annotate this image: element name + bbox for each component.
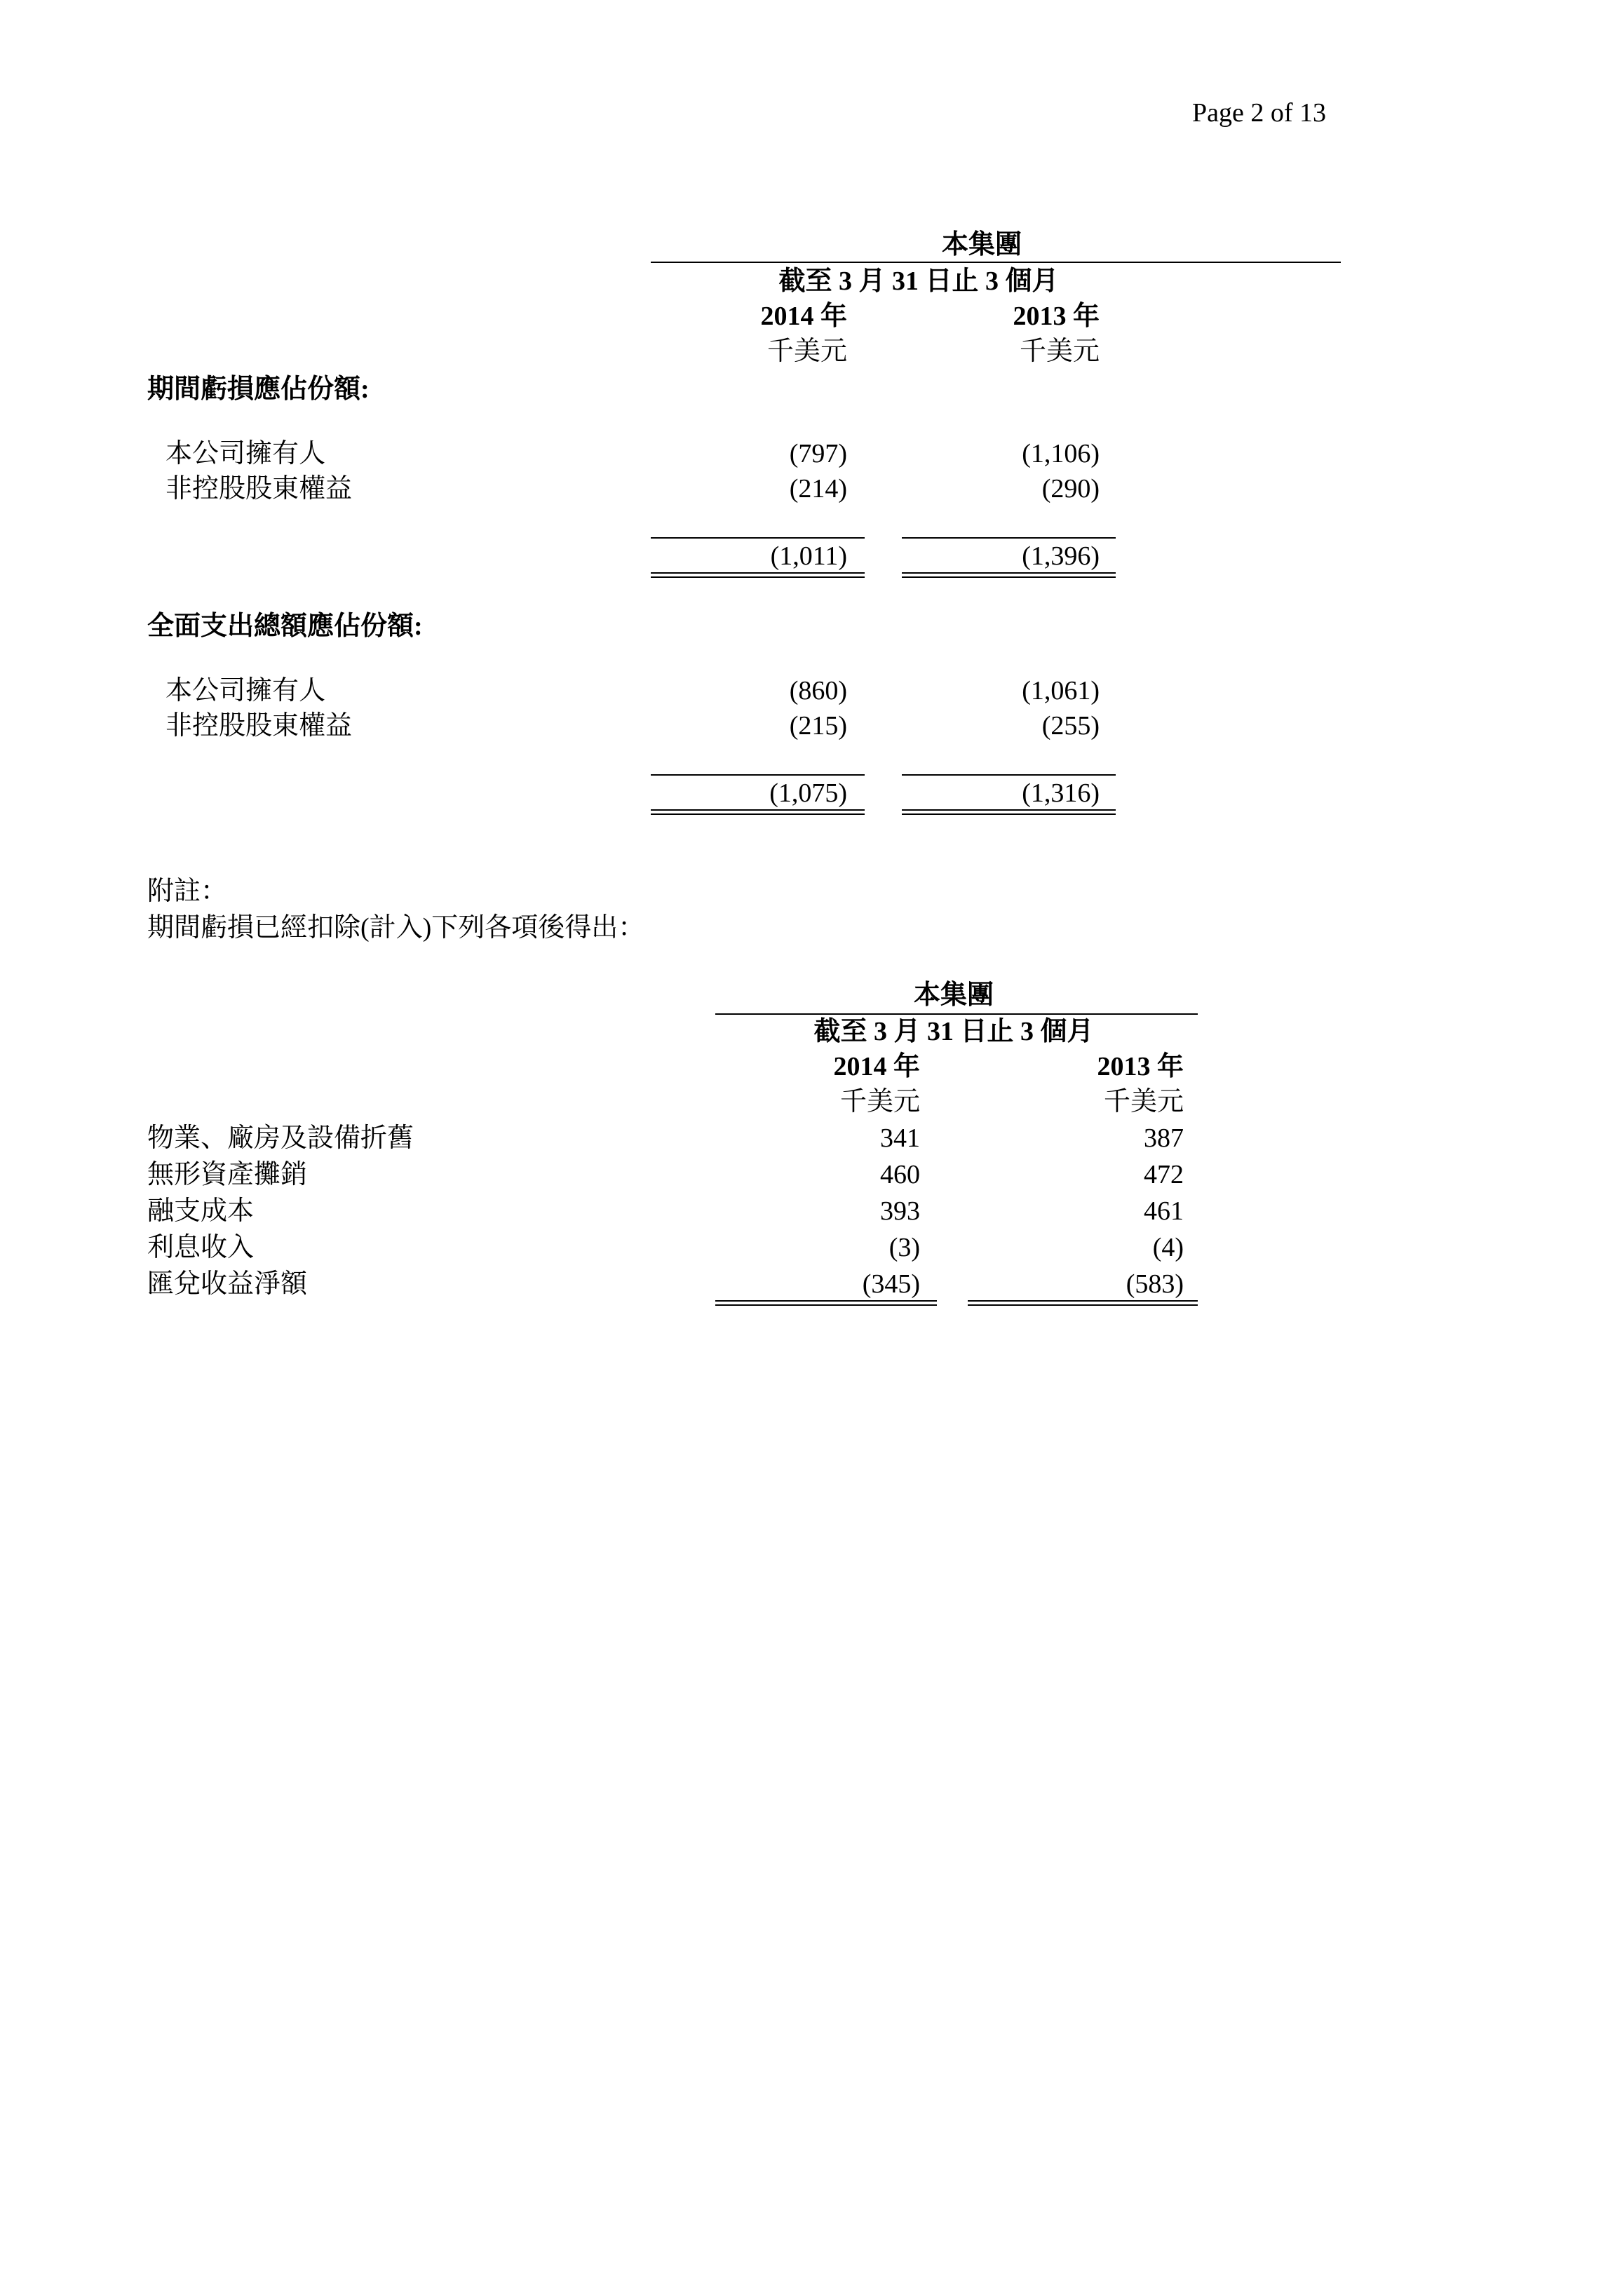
row-value-2013: (1,106) <box>1022 439 1100 468</box>
table1-period-label: 截至 3 月 31 日止 3 個月 <box>778 266 1059 296</box>
row-label: 融支成本 <box>147 1196 255 1226</box>
table2-col2-unit: 千美元 <box>1103 1087 1184 1116</box>
row-value-2013: (583) <box>1126 1269 1184 1299</box>
total-double-rule <box>902 572 1116 578</box>
row-value-2014: (215) <box>789 711 847 741</box>
subtotal-rule <box>651 774 865 776</box>
section-heading: 全面支出總額應佔份額: <box>147 612 423 641</box>
row-value-2013: (4) <box>1152 1233 1184 1262</box>
table1-col2-unit: 千美元 <box>1019 337 1100 366</box>
note-title: 附註： <box>147 877 228 906</box>
table1-group-label: 本集團 <box>941 230 1022 259</box>
row-value-2014: (860) <box>789 676 847 705</box>
row-label: 匯兌收益淨額 <box>147 1269 308 1299</box>
table2-group-label: 本集團 <box>913 980 994 1010</box>
row-value-2014: (214) <box>789 474 847 504</box>
section-heading: 期間虧損應佔份額: <box>147 374 370 404</box>
row-value-2013: (1,061) <box>1022 676 1100 705</box>
row-value-2014: (797) <box>789 439 847 468</box>
row-value-2014: (3) <box>888 1233 920 1262</box>
row-value-2013: (290) <box>1041 474 1100 504</box>
row-value-2013: 461 <box>1144 1196 1184 1226</box>
row-label: 物業、廠房及設備折舊 <box>147 1123 414 1153</box>
row-label: 利息收入 <box>147 1233 255 1262</box>
row-value-2013: (255) <box>1041 711 1100 741</box>
row-value-2014: 460 <box>880 1160 920 1189</box>
row-value-2014: (345) <box>862 1269 920 1299</box>
total-value-2014: (1,075) <box>769 778 847 808</box>
subtotal-rule <box>902 774 1116 776</box>
total-value-2013: (1,396) <box>1022 541 1100 571</box>
table1-col1-unit: 千美元 <box>766 337 847 366</box>
table1-col1-year: 2014 年 <box>760 302 847 331</box>
row-label: 非控股股東權益 <box>165 474 353 504</box>
total-value-2014: (1,011) <box>770 541 847 571</box>
page-number: Page 2 of 13 <box>1192 98 1327 128</box>
row-label: 本公司擁有人 <box>165 676 326 705</box>
table2-col1-year: 2014 年 <box>833 1052 920 1081</box>
total-value-2013: (1,316) <box>1022 778 1100 808</box>
note-text: 期間虧損已經扣除(計入)下列各項後得出： <box>147 913 645 943</box>
total-double-rule <box>651 572 865 578</box>
subtotal-rule <box>902 537 1116 539</box>
table2-period-label: 截至 3 月 31 日止 3 個月 <box>813 1017 1094 1046</box>
total-double-rule <box>651 809 865 815</box>
total-double-rule <box>715 1300 937 1306</box>
table2-col2-year: 2013 年 <box>1097 1052 1184 1081</box>
row-value-2014: 393 <box>880 1196 920 1226</box>
table1-header-rule <box>651 262 1341 263</box>
row-label: 本公司擁有人 <box>165 439 326 468</box>
row-value-2014: 341 <box>880 1123 920 1153</box>
row-label: 無形資產攤銷 <box>147 1160 308 1189</box>
table2-col1-unit: 千美元 <box>839 1087 920 1116</box>
total-double-rule <box>902 809 1116 815</box>
total-double-rule <box>968 1300 1198 1306</box>
row-value-2013: 472 <box>1144 1160 1184 1189</box>
table1-col2-year: 2013 年 <box>1013 302 1100 331</box>
table2-header-rule <box>715 1013 1198 1015</box>
row-label: 非控股股東權益 <box>165 711 353 741</box>
subtotal-rule <box>651 537 865 539</box>
row-value-2013: 387 <box>1144 1123 1184 1153</box>
